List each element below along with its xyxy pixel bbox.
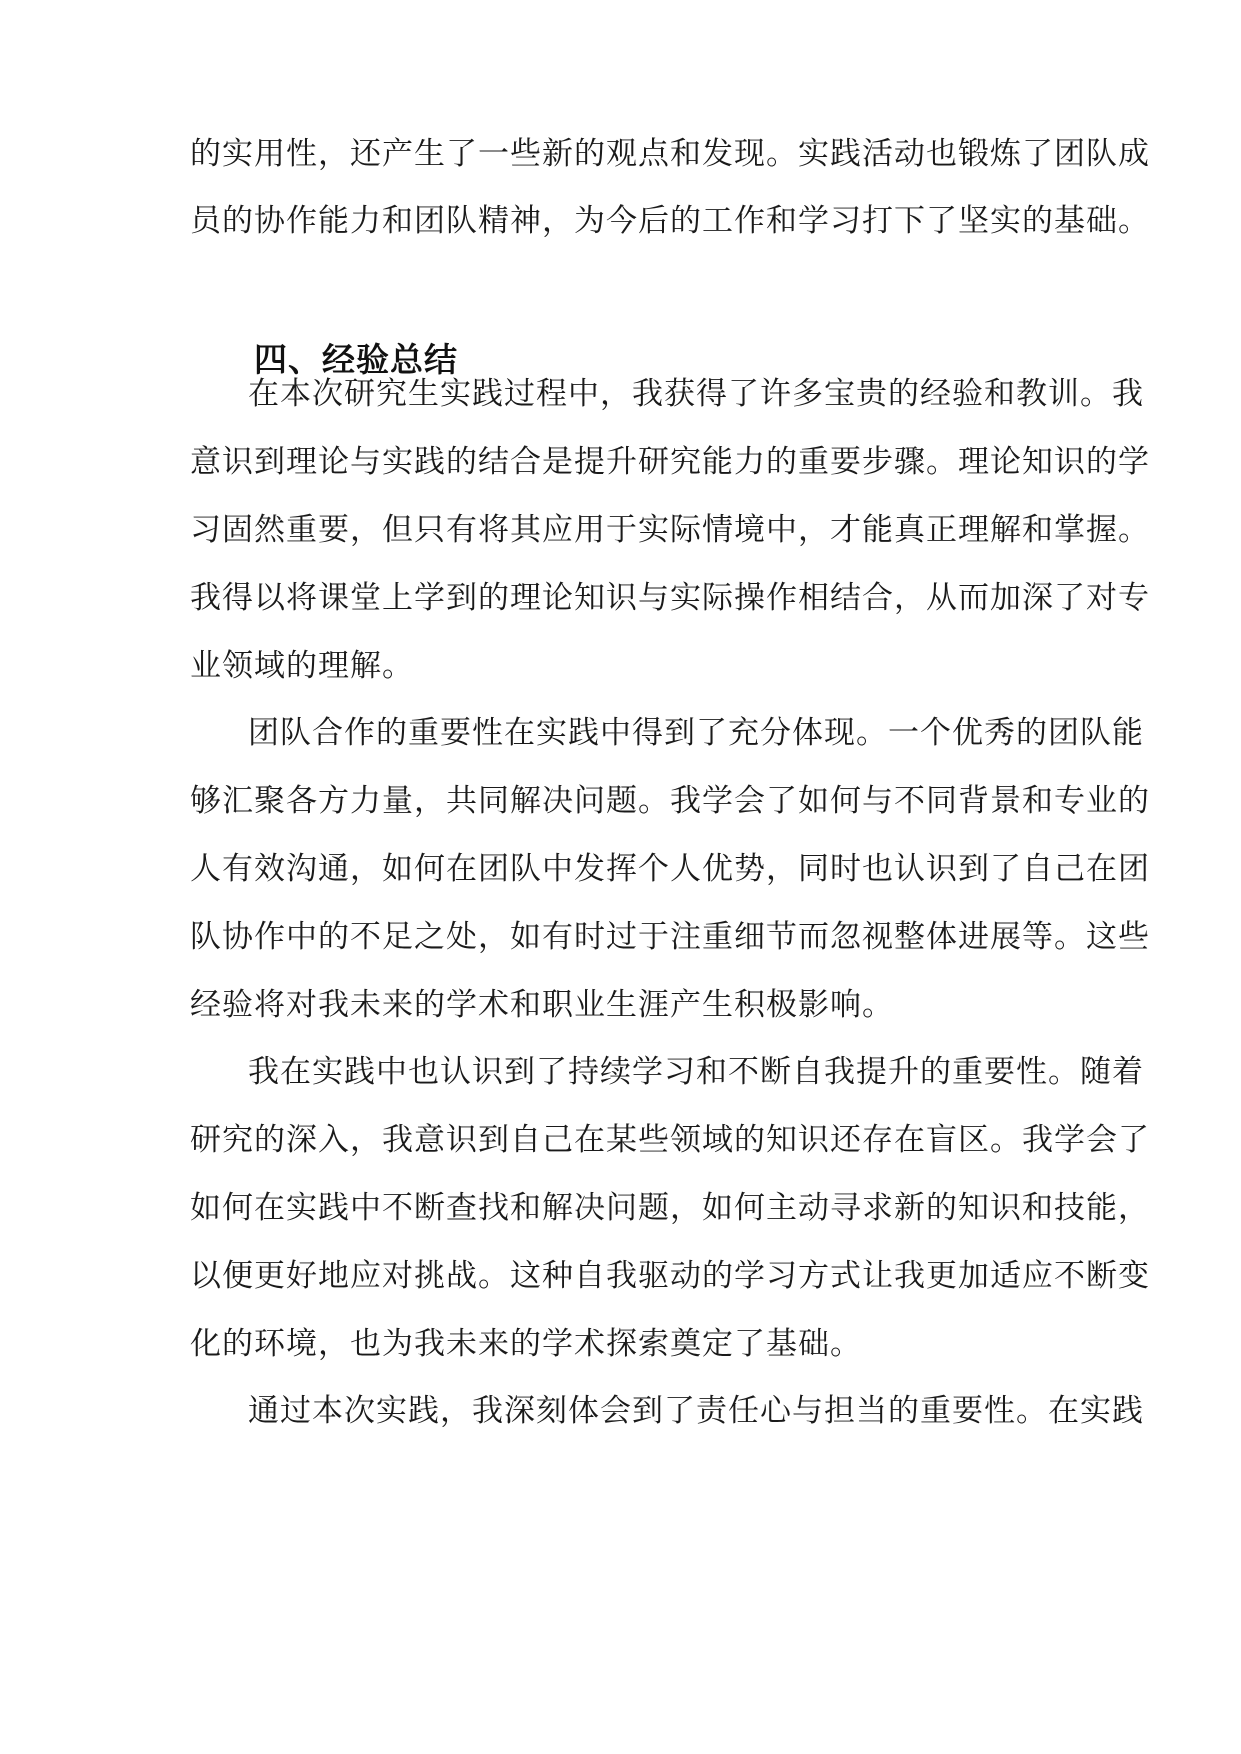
paragraph-line: 经验将对我未来的学术和职业生涯产生积极影响。 — [190, 987, 894, 1023]
paragraph-line: 化的环境，也为我未来的学术探索奠定了基础。 — [190, 1326, 862, 1362]
paragraph-line: 意识到理论与实践的结合是提升研究能力的重要步骤。理论知识的学 — [190, 444, 1150, 480]
paragraph-line: 研究的深入，我意识到自己在某些领域的知识还存在盲区。我学会了 — [190, 1122, 1150, 1158]
paragraph-line: 够汇聚各方力量，共同解决问题。我学会了如何与不同背景和专业的 — [190, 783, 1150, 819]
paragraph-line: 的实用性，还产生了一些新的观点和发现。实践活动也锻炼了团队成 — [190, 136, 1150, 172]
paragraph-line: 在本次研究生实践过程中，我获得了许多宝贵的经验和教训。我 — [248, 376, 1144, 412]
paragraph-line: 习固然重要，但只有将其应用于实际情境中，才能真正理解和掌握。 — [190, 512, 1150, 548]
paragraph-line: 通过本次实践，我深刻体会到了责任心与担当的重要性。在实践 — [248, 1393, 1144, 1429]
paragraph-line: 我在实践中也认识到了持续学习和不断自我提升的重要性。随着 — [248, 1054, 1144, 1090]
paragraph-line: 队协作中的不足之处，如有时过于注重细节而忽视整体进展等。这些 — [190, 919, 1150, 955]
paragraph-line: 我得以将课堂上学到的理论知识与实际操作相结合，从而加深了对专 — [190, 580, 1150, 616]
paragraph-line: 人有效沟通，如何在团队中发挥个人优势，同时也认识到了自己在团 — [190, 851, 1150, 887]
paragraph-line: 团队合作的重要性在实践中得到了充分体现。一个优秀的团队能 — [248, 715, 1144, 751]
paragraph-line: 以便更好地应对挑战。这种自我驱动的学习方式让我更加适应不断变 — [190, 1258, 1150, 1294]
paragraph-line: 业领域的理解。 — [190, 648, 414, 684]
section-heading: 四、经验总结 — [254, 340, 458, 379]
paragraph-line: 如何在实践中不断查找和解决问题，如何主动寻求新的知识和技能， — [190, 1190, 1150, 1226]
paragraph-line: 员的协作能力和团队精神，为今后的工作和学习打下了坚实的基础。 — [190, 203, 1150, 239]
